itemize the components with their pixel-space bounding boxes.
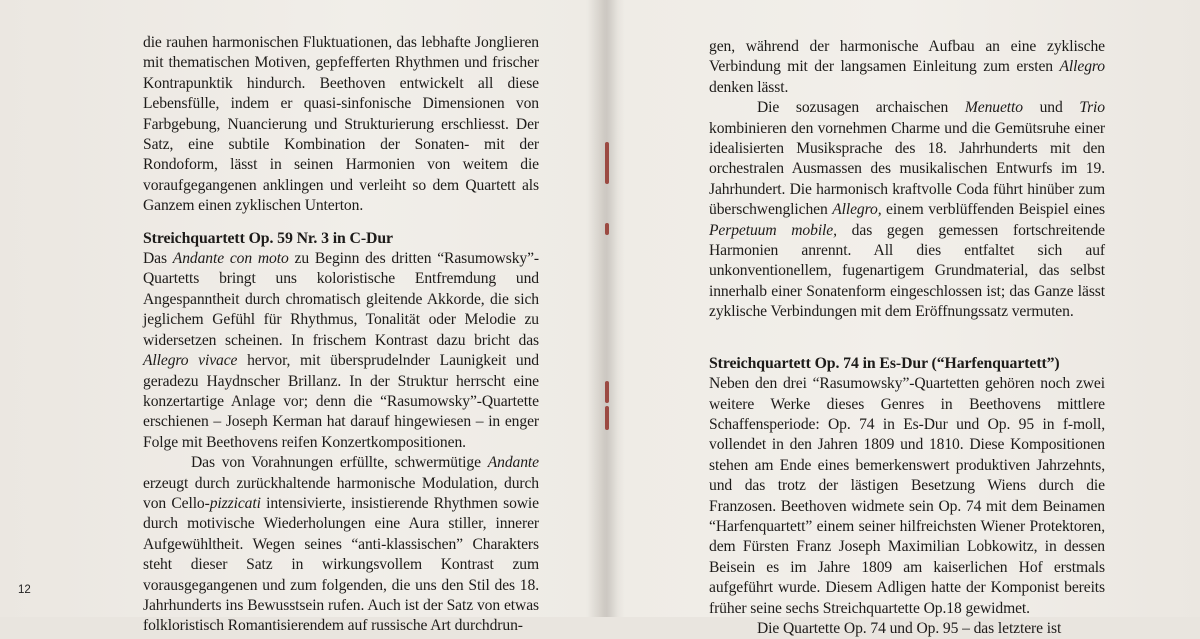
paragraph-op74-intro: Neben den drei “Rasumowsky”-Quartetten gehören noch zwei weitere Werke dieses Genres in Beethovens mittlere Schaffensperiode: Op. 74 in Es-Dur und Op. 95 in f-moll, vollendet in den Jahren 1809 und 1810. Diese Kompositionen stehen am Ende eines bemerkenswert produktiven Jahrzehnts, und das trotz der lästigen Besetzung Wiens durch die Franzosen. Beethoven widmete sein Op. 74 mit dem Beinamen “Harfenquartett” einem seiner hilfreichsten Wiener Protektoren, dem Fürsten Franz Joseph Maximilian Lobkowitz, in dessen Beisein es im Jahre 1809 am kaiserlichen Hof erstmals aufgeführt wurde. Diesem Adligen hatte der Komponist bereits früher seine sechs Streichquartette Op.18 gewidmet. bbox=[709, 375, 1105, 617]
continuation-paragraph: die rauhen harmonischen Fluktuationen, das lebhafte Jonglieren mit thematischen Motiven, gepfefferten Rhythmen und frischer Kontrapunktik hindurch. Beethoven entwickelt all diese Lebensfülle, indem er quasi-sinfonische Dimensionen von Farbgebung, Nuancierung und Strukturierung erschliesst. Der Satz, eine subtile Kombination der Sonaten- mit der Rondoform, lässt in seinen Harmonien von weitem die voraufgegangenen anklingen und verleiht so dem Quartett als Ganzem einen zyklischen Unterton. bbox=[143, 34, 539, 215]
section-heading-op74: Streichquartett Op. 74 in Es-Dur (“Harfenquartett”) bbox=[709, 354, 1060, 372]
binding-stitch bbox=[605, 406, 609, 430]
binding-stitch bbox=[605, 142, 609, 184]
page-number: 12 bbox=[18, 584, 31, 596]
gutter-shadow bbox=[585, 0, 625, 617]
paragraph-op74-op95: Die Quartette Op. 74 und Op. 95 – das letztere ist bbox=[757, 619, 1062, 637]
left-page-text bbox=[143, 33, 539, 637]
binding-stitch bbox=[605, 381, 609, 403]
binding-stitch bbox=[605, 223, 609, 235]
paragraph-menuetto: Die sozusagen archaischen Menuetto und Trio kombinieren den vornehmen Charme und die Gemütsruhe einer idealisierten Musiksprache des 18. Jahrhunderts mit den orchestralen Ausmassen des musikalischen Entwurfs im 19. Jahrhundert. Die harmonisch kraftvolle Coda führt hinüber zum überschwenglichen Allegro, einem verblüffenden Beispiel eines Perpetuum mobile, das gegen gemessen fortschreitende Harmonien anrennt. All dies entfaltet sich auf unkonventionellem, fugenartigem Grundmaterial, das selbst innerhalb einer Sonatenform eingeschlossen ist; das Ganze lässt zyklische Verbindungen mit dem Eröffnungssatz vermuten. bbox=[709, 99, 1105, 321]
paragraph-op59-intro: Das Andante con moto zu Beginn des dritten “Rasumowsky”-Quartetts bringt uns koloristische Entfremdung und Angespanntheit durch chromatisch gleitende Akkorde, die sich jeglichem Gefühl für Rhythmus, Tonalität oder Melodie zu widersetzen scheinen. In frischem Kontrast dazu bricht das Allegro vivace hervor, mit übersprudelnder Launigkeit und geradezu Haydnscher Brillanz. In der Struktur herrscht eine konzertartige Anlage vor; denn die “Rasumowsky”-Quartette erschienen – Joseph Kerman hat darauf hingewiesen – in enger Folge mit Beethovens reifen Konzertkompositionen. bbox=[143, 250, 539, 451]
paragraph-continuation-right: gen, während der harmonische Aufbau an eine zyklische Verbindung mit der langsamen Einleitung zum ersten Allegro denken lässt. bbox=[709, 38, 1105, 96]
right-page-text bbox=[709, 37, 1105, 639]
section-heading-op59: Streichquartett Op. 59 Nr. 3 in C-Dur bbox=[143, 229, 393, 247]
paragraph-andante: Das von Vorahnungen erfüllte, schwermütige Andante erzeugt durch zurückhaltende harmonische Modulation, durch von Cello-pizzicati intensivierte, insistierende Rhythmen sowie durch motivische Wiederholungen eine Aura stiller, innerer Aufgewühltheit. Wegen seines “anti-klassischen” Charakters steht dieser Satz in wirkungsvollem Kontrast zum vorausgegangenen und zum folgenden, die uns den Stil des 18. Jahrhunderts ins Bewusstsein rufen. Auch ist der Satz von etwas folkloristisch Romantisierendem auf russische Art durchdrun- bbox=[143, 454, 539, 635]
